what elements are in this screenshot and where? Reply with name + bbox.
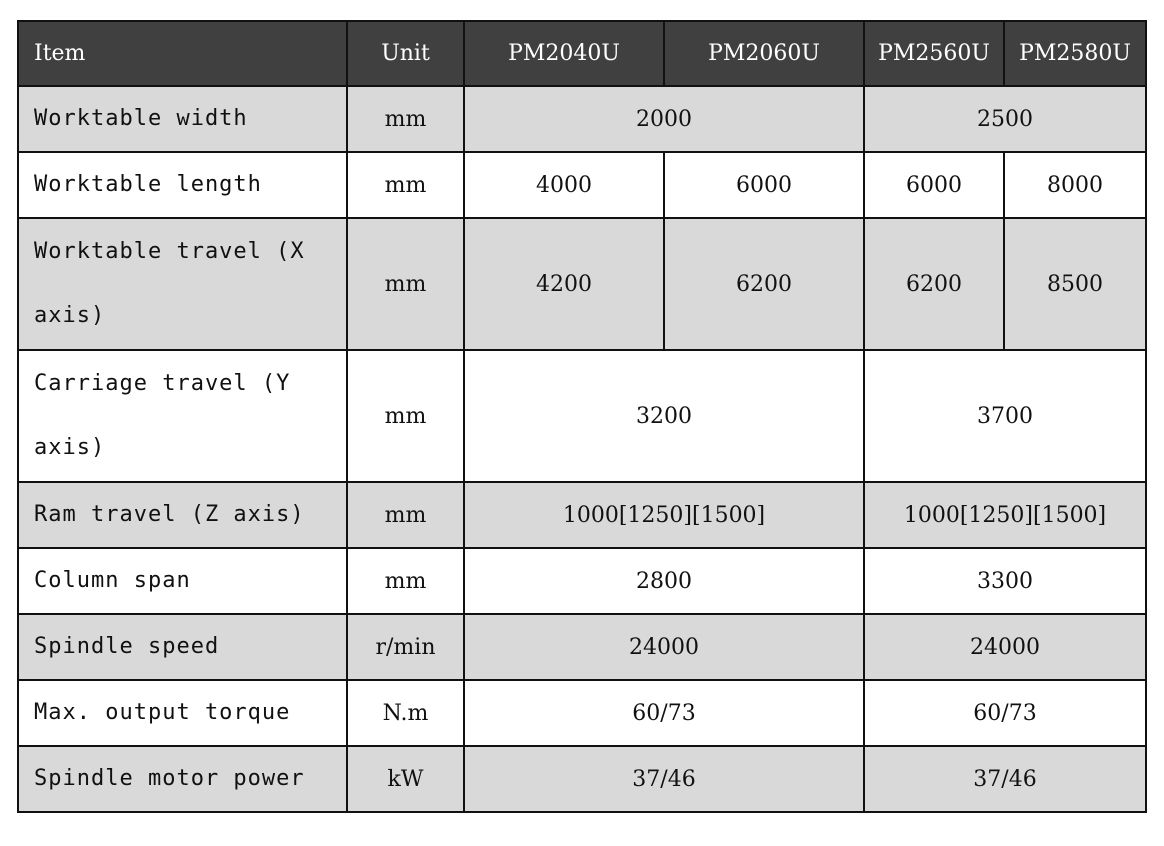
value-cell: 2500 <box>864 86 1146 152</box>
row-label: Carriage travel (Y axis) <box>18 350 347 482</box>
row-label: Worktable travel (X axis) <box>18 218 347 350</box>
row-label: Worktable length <box>18 152 347 218</box>
row-unit: r/min <box>347 614 464 680</box>
row-label: Worktable width <box>18 86 347 152</box>
value-cell: 37/46 <box>864 746 1146 812</box>
value-cell: 6200 <box>664 218 864 350</box>
value-cell: 6000 <box>664 152 864 218</box>
row-label: Spindle speed <box>18 614 347 680</box>
value-cell: 3700 <box>864 350 1146 482</box>
value-cell: 24000 <box>864 614 1146 680</box>
table-row <box>18 482 1146 548</box>
value-cell: 37/46 <box>464 746 864 812</box>
row-unit: N.m <box>347 680 464 746</box>
row-unit: mm <box>347 86 464 152</box>
header-row <box>18 21 1146 86</box>
value-cell: 60/73 <box>464 680 864 746</box>
value-cell: 6000 <box>864 152 1004 218</box>
header-unit: Unit <box>347 21 464 86</box>
value-cell: 8000 <box>1004 152 1146 218</box>
table-row <box>18 746 1146 812</box>
row-unit: mm <box>347 548 464 614</box>
header-model-pm2560u: PM2560U <box>864 21 1004 86</box>
spec-table <box>17 20 1147 813</box>
row-label: Max. output torque <box>18 680 347 746</box>
table-row <box>18 680 1146 746</box>
row-unit: mm <box>347 482 464 548</box>
row-unit: mm <box>347 152 464 218</box>
table-row <box>18 152 1146 218</box>
table-row <box>18 614 1146 680</box>
value-cell: 1000[1250][1500] <box>864 482 1146 548</box>
row-unit: mm <box>347 218 464 350</box>
value-cell: 4000 <box>464 152 664 218</box>
row-unit: mm <box>347 350 464 482</box>
value-cell: 6200 <box>864 218 1004 350</box>
row-unit: kW <box>347 746 464 812</box>
value-cell: 8500 <box>1004 218 1146 350</box>
table-row <box>18 86 1146 152</box>
value-cell: 3200 <box>464 350 864 482</box>
table-row <box>18 350 1146 482</box>
table-row <box>18 548 1146 614</box>
value-cell: 2000 <box>464 86 864 152</box>
value-cell: 4200 <box>464 218 664 350</box>
value-cell: 2800 <box>464 548 864 614</box>
header-model-pm2040u: PM2040U <box>464 21 664 86</box>
header-item: Item <box>18 21 347 86</box>
value-cell: 60/73 <box>864 680 1146 746</box>
header-model-pm2060u: PM2060U <box>664 21 864 86</box>
row-label: Spindle motor power <box>18 746 347 812</box>
value-cell: 3300 <box>864 548 1146 614</box>
row-label: Column span <box>18 548 347 614</box>
row-label: Ram travel (Z axis) <box>18 482 347 548</box>
table-row <box>18 218 1146 350</box>
value-cell: 24000 <box>464 614 864 680</box>
value-cell: 1000[1250][1500] <box>464 482 864 548</box>
header-model-pm2580u: PM2580U <box>1004 21 1146 86</box>
